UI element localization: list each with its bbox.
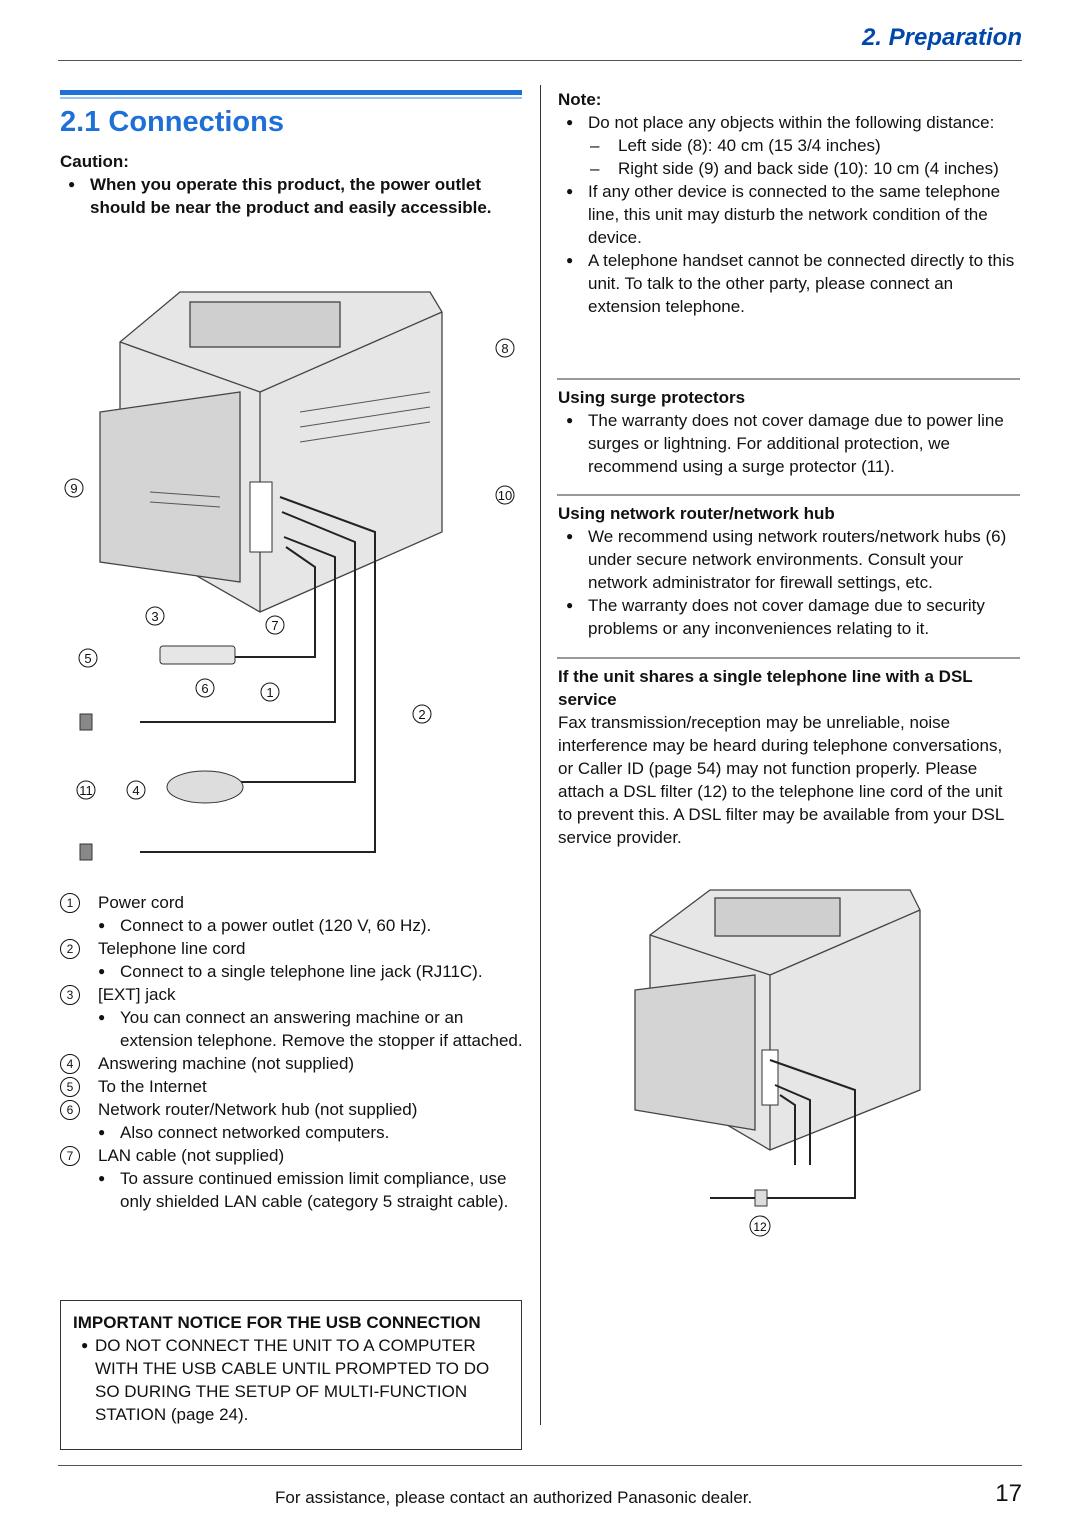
column-divider [540, 85, 541, 1425]
surge-heading: Using surge protectors [558, 388, 746, 407]
dsl-heading: If the unit shares a single telephone line with a DSL service [558, 667, 973, 709]
callout-8: 8 [501, 341, 509, 356]
dsl-text: Fax transmission/reception may be unreliable, noise interference may be heard during telephone conversations, or Caller ID (page 54) may not function properly. Please attach a DSL filter (12) to the telephone line cord of the unit to prevent this. A DSL filter may be available from your DSL service provider. [558, 713, 1004, 847]
router-item-1: ● We recommend using network routers/network hubs (6) under secure network environments. Consult your network administrator for firewall settings, etc. [558, 525, 1020, 594]
callout-10: 10 [497, 488, 513, 503]
callout-6: 6 [201, 681, 209, 696]
title-bar-light [60, 97, 522, 99]
page-title: 2.1 Connections [60, 106, 284, 138]
note-item-2: ● If any other device is connected to the same telephone line, this unit may disturb the network condition of the device. [558, 180, 1020, 249]
usb-notice-text: ● DO NOT CONNECT THE UNIT TO A COMPUTER WITH THE USB CABLE UNTIL PROMPTED TO DO SO DURING THE SETUP OF MULTI-FUNCTION STATION (page 24). [73, 1334, 509, 1426]
callout-7: 7 [271, 618, 279, 633]
note-label: Note: [558, 90, 602, 109]
header-rule [58, 60, 1022, 61]
legend-item-3: 3 [EXT] jack [60, 983, 525, 1006]
callout-5: 5 [84, 651, 92, 666]
dsl-block [558, 665, 1020, 849]
legend-note-6: ● Also connect networked computers. [90, 1121, 525, 1144]
caution-text: ● When you operate this product, the power outlet should be near the product and easily accessible. [60, 173, 522, 219]
router-item-2: ● The warranty does not cover damage due to security problems or any inconveniences relating to it. [558, 594, 1020, 640]
legend-note-7: ● To assure continued emission limit compliance, use only shielded LAN cable (category 5 straight cable). [90, 1167, 525, 1213]
callout-3: 3 [151, 609, 159, 624]
legend-item-1: 1 Power cord [60, 891, 525, 914]
legend-item-5: 5 To the Internet [60, 1075, 525, 1098]
title-bar [60, 90, 522, 95]
legend-item-4: 4 Answering machine (not supplied) [60, 1052, 525, 1075]
legend-note-1: ● Connect to a power outlet (120 V, 60 Hz). [90, 914, 525, 937]
section-title: 2. Preparation [861, 24, 1022, 51]
note-block [558, 88, 1020, 318]
footer-text: For assistance, please contact an authorized Panasonic dealer. [275, 1488, 753, 1507]
legend-item-2: 2 Telephone line cord [60, 937, 525, 960]
dsl-filter-diagram [620, 880, 940, 1250]
divider-dsl [557, 657, 1020, 659]
note-item-3: ● A telephone handset cannot be connected directly to this unit. To talk to the other party, please connect an extension telephone. [558, 249, 1020, 318]
note-item-1: ● Do not place any objects within the following distance: [558, 111, 1020, 134]
callout-4: 4 [132, 783, 140, 798]
callout-1: 1 [266, 685, 274, 700]
usb-notice-box [60, 1300, 522, 1450]
usb-notice-title: IMPORTANT NOTICE FOR THE USB CONNECTION [73, 1313, 481, 1332]
surge-text: ● The warranty does not cover damage due to power line surges or lightning. For additional protection, we recommend using a surge protector (11). [558, 409, 1020, 478]
legend-list [60, 891, 525, 1213]
caution-label: Caution: [60, 152, 129, 171]
callout-9: 9 [70, 481, 78, 496]
note-dash-2: – Right side (9) and back side (10): 10 cm (4 inches) [558, 157, 1020, 180]
footer-rule [58, 1465, 1022, 1466]
legend-note-3: ● You can connect an answering machine or an extension telephone. Remove the stopper if attached. [90, 1006, 525, 1052]
connection-diagram [60, 282, 530, 872]
legend-item-7: 7 LAN cable (not supplied) [60, 1144, 525, 1167]
callout-2: 2 [418, 707, 426, 722]
router-block [558, 502, 1020, 640]
legend-item-6: 6 Network router/Network hub (not supplied) [60, 1098, 525, 1121]
callout-11: 11 [79, 783, 93, 798]
caution-block [60, 150, 522, 219]
divider-surge [557, 378, 1020, 380]
legend-note-2: ● Connect to a single telephone line jack (RJ11C). [90, 960, 525, 983]
page-number: 17 [995, 1480, 1022, 1507]
divider-router [557, 494, 1020, 496]
callout-12: 12 [753, 1220, 767, 1234]
note-dash-1: – Left side (8): 40 cm (15 3/4 inches) [558, 134, 1020, 157]
surge-block [558, 386, 1020, 478]
router-heading: Using network router/network hub [558, 504, 835, 523]
